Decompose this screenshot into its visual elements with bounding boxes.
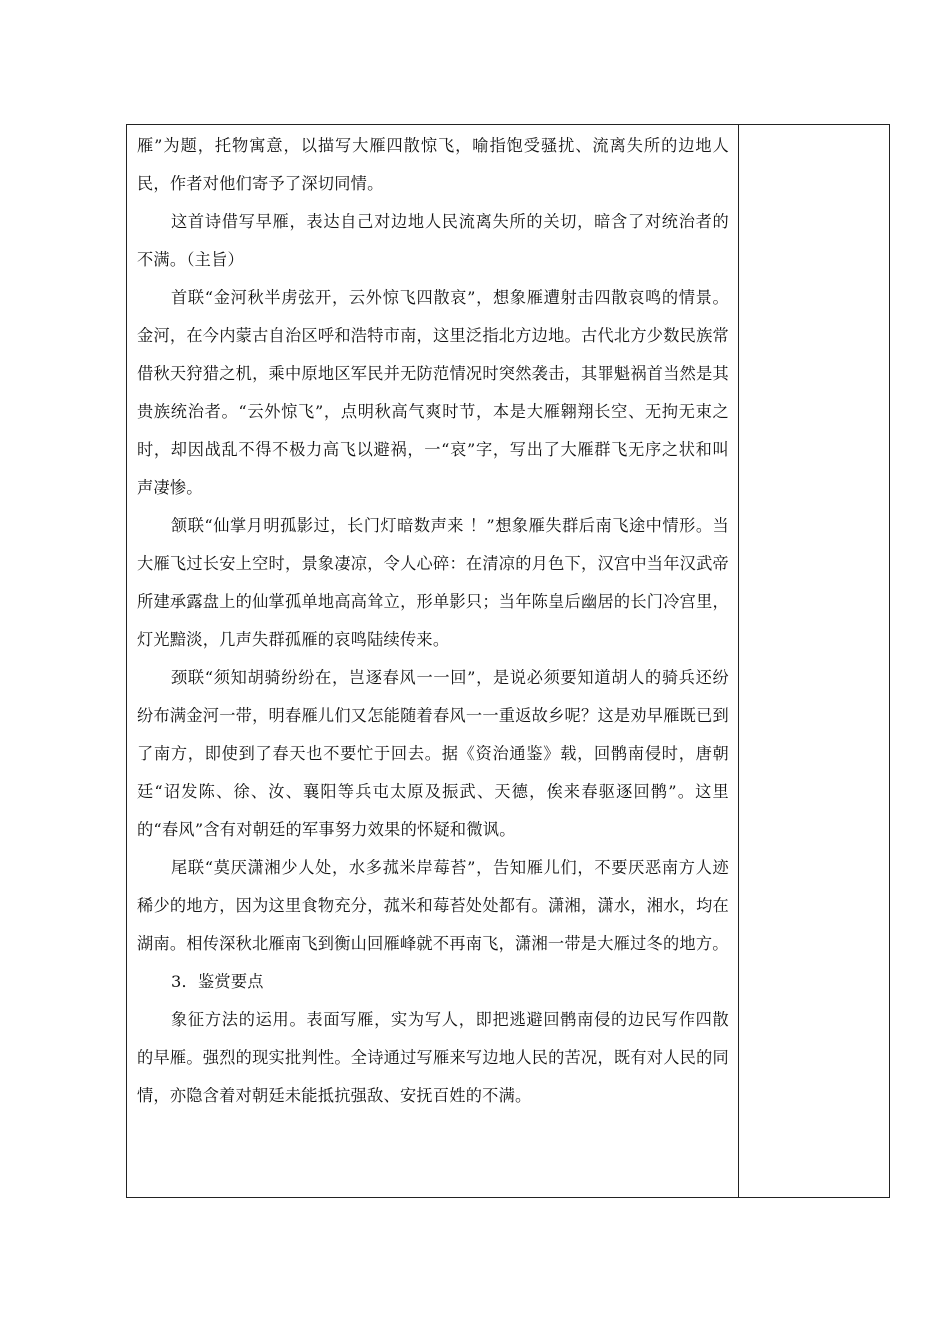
intro-paragraph: 雁”为题，托物寓意，以描写大雁四散惊飞，喻指饱受骚扰、流离失所的边地人民，作者对他们寄予了深切同情。 [137, 136, 729, 193]
theme-paragraph: 这首诗借写早雁，表达自己对边地人民流离失所的关切，暗含了对统治者的不满。（主旨） [137, 212, 729, 269]
section-heading: 3．鉴赏要点 [171, 972, 264, 991]
last-couplet-paragraph: 尾联“莫厌潇湘少人处，水多菰米岸莓苔”，告知雁儿们，不要厌恶南方人迹稀少的地方，因为这里食物充分，菰米和莓苔处处都有。潇湘，潇水，湘水，均在湖南。相传深秋北雁南飞到衡山回雁峰就不再南飞，潇湘一带是大雁过冬的地方。 [137, 858, 729, 953]
content-table [126, 124, 890, 1198]
second-couplet-paragraph: 颔联“仙掌月明孤影过，长门灯暗数声来 ！”想象雁失群后南飞途中情形。当大雁飞过长安上空时，景象凄凉，令人心碎：在清凉的月色下，汉宫中当年汉武帝所建承露盘上的仙掌孤单地高高耸立，形单影只；当年陈皇后幽居的长门冷宫里，灯光黯淡，几声失群孤雁的哀鸣陆续传来。 [137, 516, 729, 649]
first-couplet-paragraph: 首联“金河秋半虏弦开，云外惊飞四散哀”，想象雁遭射击四散哀鸣的情景。金河，在今内蒙古自治区呼和浩特市南，这里泛指北方边地。古代北方少数民族常借秋天狩猎之机，乘中原地区军民并无防范情况时突然袭击，其罪魁祸首当然是其贵族统治者。“云外惊飞”，点明秋高气爽时节，本是大雁翱翔长空、无拘无束之时，却因战乱不得不极力高飞以避祸，一“哀”字，写出了大雁群飞无序之状和叫声凄惨。 [137, 288, 729, 497]
appreciation-paragraph: 象征方法的运用。表面写雁，实为写人，即把逃避回鹘南侵的边民写作四散的早雁。强烈的现实批判性。全诗通过写雁来写边地人民的苦况，既有对人民的同情，亦隐含着对朝廷未能抵抗强敌、安抚百姓的不满。 [137, 1010, 729, 1105]
main-text-cell [137, 127, 729, 1115]
third-couplet-paragraph: 颈联“须知胡骑纷纷在，岂逐春风一一回”，是说必须要知道胡人的骑兵还纷纷布满金河一带，明春雁儿们又怎能随着春风一一重返故乡呢？这是劝早雁既已到了南方，即使到了春天也不要忙于回去。据《资治通鉴》载，回鹘南侵时，唐朝廷“诏发陈、徐、汝、襄阳等兵屯太原及振武、天德，俟来春驱逐回鹘”。这里的“春风”含有对朝廷的军事努力效果的怀疑和微讽。 [137, 668, 729, 839]
notes-cell [739, 125, 890, 1197]
